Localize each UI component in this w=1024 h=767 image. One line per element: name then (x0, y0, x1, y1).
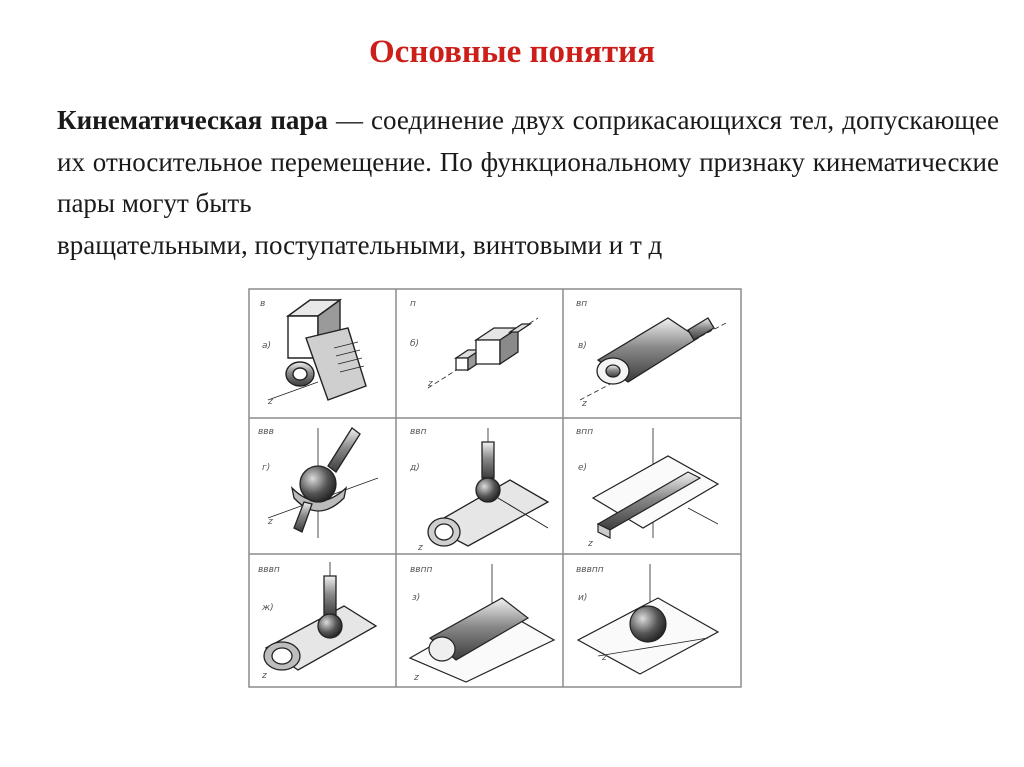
definition-text: — соединение двух соприкасающихся тел, допускающее их относительное перемещение. По функциональному признаку кинематические пары могут быть (57, 105, 999, 218)
cylindrical-pair-drawing (580, 318, 728, 409)
cell-label: впп (576, 427, 594, 437)
cell-label: вввп (258, 565, 280, 575)
planar-pair-drawing (587, 428, 718, 549)
definition-last-line: вращательными, поступательными, винтовыми и т д (57, 229, 663, 260)
cell-sub: б) (410, 339, 420, 349)
svg-text:z: z (268, 397, 273, 407)
prismatic-pair-drawing (427, 318, 538, 389)
svg-text:z: z (268, 517, 273, 527)
cell-sub: ж) (262, 603, 274, 613)
cell-sub: з) (412, 593, 421, 603)
sphere-cylinder-pair-drawing (417, 428, 548, 553)
cell-label: ввпп (410, 565, 433, 575)
revolute-pair-drawing (267, 300, 366, 407)
cell-sub: г) (262, 463, 271, 473)
cell-label: вп (576, 299, 588, 309)
cell-label: в (260, 299, 266, 309)
svg-text:z: z (262, 671, 267, 681)
slide-title: Основные понятия (369, 34, 655, 70)
cell-sub: и) (578, 593, 588, 603)
sphere-plane-pair-drawing (578, 564, 718, 674)
cell-sub: а) (262, 341, 272, 351)
svg-text:z: z (602, 653, 607, 663)
svg-text:z: z (428, 379, 433, 389)
svg-text:z: z (582, 399, 587, 409)
cell-sub: е) (578, 463, 588, 473)
definition-paragraph (57, 100, 999, 266)
cell-label: ввп (410, 427, 427, 437)
cell-label: вввпп (576, 565, 604, 575)
svg-text:z: z (414, 673, 419, 683)
cell-sub: д) (410, 463, 420, 473)
definition-term: Кинематическая пара (57, 105, 328, 135)
kinematic-pairs-figure (248, 288, 742, 688)
kinematic-pairs-drawing (248, 288, 742, 688)
svg-text:z: z (418, 543, 423, 553)
cell-sub: в) (578, 341, 587, 351)
cell-label: п (410, 299, 416, 309)
spherical-pair-drawing (267, 428, 378, 538)
svg-text:z: z (588, 539, 593, 549)
sphere-pin-pair-drawing (261, 562, 376, 681)
cell-label: ввв (258, 427, 274, 437)
cylinder-plane-pair-drawing (410, 564, 554, 683)
